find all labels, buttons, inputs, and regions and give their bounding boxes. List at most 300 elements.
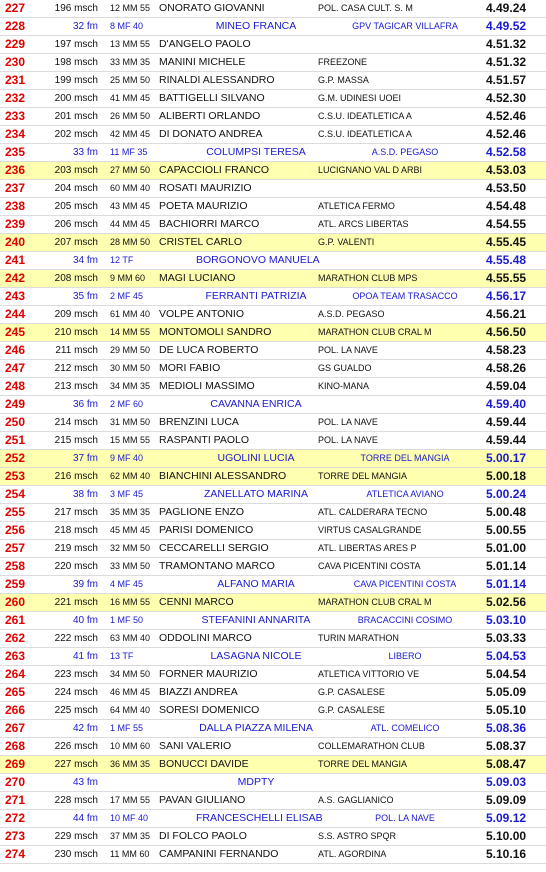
- bib-cell: 214 msch: [54, 417, 98, 428]
- category-cell: 41 MM 45: [110, 93, 151, 103]
- team-cell: POL. LA NAVE: [318, 435, 378, 445]
- athlete-name-cell: RASPANTI PAOLO: [159, 434, 250, 446]
- category-cell: 37 MM 35: [110, 831, 151, 841]
- category-cell: 27 MM 50: [110, 165, 151, 175]
- category-cell: 62 MM 40: [110, 471, 151, 481]
- athlete-name-cell: MAGI LUCIANO: [159, 272, 236, 284]
- table-row: [0, 504, 546, 522]
- position-cell: 246: [5, 343, 26, 357]
- table-row: [0, 756, 546, 774]
- table-row: [0, 738, 546, 756]
- position-cell: 254: [5, 487, 26, 501]
- bib-cell: 225 msch: [54, 705, 98, 716]
- table-row: [0, 720, 546, 738]
- team-cell: A.S.D. PEGASO: [371, 147, 439, 157]
- athlete-name-cell: CAMPANINI FERNANDO: [159, 848, 279, 860]
- position-cell: 256: [5, 523, 26, 537]
- finish-time-cell: 5.00.55: [486, 523, 527, 537]
- team-cell: A.S.D. PEGASO: [318, 309, 385, 319]
- bib-cell: 210 msch: [54, 327, 98, 338]
- bib-cell: 212 msch: [54, 363, 98, 374]
- position-cell: 233: [5, 109, 26, 123]
- bib-cell: 219 msch: [54, 543, 98, 554]
- position-cell: 228: [5, 19, 26, 33]
- bib-cell: 38 fm: [72, 489, 98, 500]
- bib-cell: 43 fm: [72, 777, 98, 788]
- table-row: [0, 162, 546, 180]
- table-row: [0, 288, 546, 306]
- table-row: [0, 216, 546, 234]
- table-row: [0, 36, 546, 54]
- table-row: [0, 630, 546, 648]
- position-cell: 257: [5, 541, 26, 555]
- position-cell: 260: [5, 595, 26, 609]
- table-row: [0, 180, 546, 198]
- finish-time-cell: 5.00.17: [486, 451, 527, 465]
- finish-time-cell: 4.54.55: [486, 217, 527, 231]
- bib-cell: 199 msch: [54, 75, 98, 86]
- athlete-name-cell: CAPACCIOLI FRANCO: [159, 164, 270, 176]
- table-row: [0, 792, 546, 810]
- category-cell: 1 MF 55: [110, 723, 144, 733]
- team-cell: ATLETICA AVIANO: [366, 489, 444, 499]
- team-cell: ATL. COMELICO: [370, 723, 440, 733]
- athlete-name-cell: FERRANTI PATRIZIA: [205, 290, 307, 302]
- category-cell: 2 MF 60: [110, 399, 144, 409]
- athlete-name-cell: D'ANGELO PAOLO: [159, 38, 251, 50]
- position-cell: 239: [5, 217, 26, 231]
- position-cell: 253: [5, 469, 26, 483]
- category-cell: 12 MM 55: [110, 3, 151, 13]
- athlete-name-cell: BRENZINI LUCA: [159, 416, 239, 428]
- position-cell: 264: [5, 667, 26, 681]
- athlete-name-cell: BORGONOVO MANUELA: [196, 254, 320, 266]
- table-row: [0, 432, 546, 450]
- team-cell: G.P. CASALESE: [318, 705, 385, 715]
- category-cell: 44 MM 45: [110, 219, 151, 229]
- position-cell: 248: [5, 379, 26, 393]
- athlete-name-cell: MINEO FRANCA: [215, 20, 297, 32]
- team-cell: TORRE DEL MANGIA: [360, 453, 450, 463]
- athlete-name-cell: CECCARELLI SERGIO: [159, 542, 269, 554]
- team-cell: G.P. CASALESE: [318, 687, 385, 697]
- table-row: [0, 396, 546, 414]
- table-row: [0, 612, 546, 630]
- category-cell: 32 MM 50: [110, 543, 151, 553]
- position-cell: 237: [5, 181, 26, 195]
- table-row: [0, 450, 546, 468]
- position-cell: 267: [5, 721, 26, 735]
- athlete-name-cell: FORNER MAURIZIO: [159, 668, 258, 680]
- bib-cell: 211 msch: [55, 345, 98, 356]
- bib-cell: 220 msch: [54, 561, 98, 572]
- position-cell: 229: [5, 37, 26, 51]
- athlete-name-cell: UGOLINI LUCIA: [217, 452, 295, 464]
- position-cell: 238: [5, 199, 26, 213]
- athlete-name-cell: BACHIORRI MARCO: [159, 218, 260, 230]
- table-row: [0, 306, 546, 324]
- bib-cell: 32 fm: [72, 21, 98, 32]
- category-cell: 8 MF 40: [110, 21, 144, 31]
- position-cell: 252: [5, 451, 26, 465]
- bib-cell: 33 fm: [72, 147, 98, 158]
- position-cell: 274: [5, 847, 26, 861]
- category-cell: 43 MM 45: [110, 201, 151, 211]
- position-cell: 251: [5, 433, 26, 447]
- team-cell: ATL. LIBERTAS ARES P: [318, 543, 417, 553]
- category-cell: 61 MM 40: [110, 309, 151, 319]
- table-row: [0, 108, 546, 126]
- team-cell: [330, 396, 480, 413]
- bib-cell: 222 msch: [54, 633, 98, 644]
- team-cell: C.S.U. IDEATLETICA A: [318, 129, 412, 139]
- category-cell: 3 MF 45: [110, 489, 144, 499]
- category-cell: 10 MM 60: [110, 741, 151, 751]
- athlete-name-cell: POETA MAURIZIO: [159, 200, 248, 212]
- table-row: [0, 198, 546, 216]
- finish-time-cell: 5.04.54: [486, 667, 527, 681]
- category-cell: 64 MM 40: [110, 705, 151, 715]
- position-cell: 269: [5, 757, 26, 771]
- position-cell: 241: [5, 253, 26, 267]
- bib-cell: 42 fm: [72, 723, 98, 734]
- category-cell: 33 MM 50: [110, 561, 151, 571]
- finish-time-cell: 4.51.57: [486, 73, 527, 87]
- team-cell: ATL. CALDERARA TECNO: [318, 507, 428, 517]
- athlete-name-cell: DI FOLCO PAOLO: [159, 830, 247, 842]
- finish-time-cell: 4.56.17: [486, 289, 527, 303]
- finish-time-cell: 5.10.00: [486, 829, 527, 843]
- category-cell: 12 TF: [110, 255, 134, 265]
- category-cell: 11 MM 60: [110, 849, 150, 859]
- team-cell: COLLEMARATHON CLUB: [318, 741, 425, 751]
- table-row: [0, 810, 546, 828]
- bib-cell: 197 msch: [54, 39, 98, 50]
- table-row: [0, 126, 546, 144]
- category-cell: 63 MM 40: [110, 633, 151, 643]
- athlete-name-cell: RINALDI ALESSANDRO: [159, 74, 275, 86]
- category-cell: 16 MM 55: [110, 597, 151, 607]
- category-cell: 33 MM 35: [110, 57, 151, 67]
- team-cell: POL. LA NAVE: [318, 345, 378, 355]
- athlete-name-cell: STEFANINI ANNARITA: [201, 614, 311, 626]
- bib-cell: 213 msch: [54, 381, 98, 392]
- category-cell: 13 TF: [110, 651, 134, 661]
- finish-time-cell: 4.53.03: [486, 163, 527, 177]
- position-cell: 261: [5, 613, 26, 627]
- table-row: [0, 648, 546, 666]
- finish-time-cell: 4.51.32: [486, 37, 527, 51]
- finish-time-cell: 5.03.33: [486, 631, 527, 645]
- finish-time-cell: 5.08.37: [486, 739, 527, 753]
- team-cell: GS GUALDO: [318, 363, 372, 373]
- bib-cell: 203 msch: [54, 165, 98, 176]
- bib-cell: 36 fm: [72, 399, 98, 410]
- bib-cell: 205 msch: [54, 201, 98, 212]
- athlete-name-cell: MEDIOLI MASSIMO: [159, 380, 255, 392]
- finish-time-cell: 5.09.03: [486, 775, 527, 789]
- finish-time-cell: 4.56.50: [486, 325, 527, 339]
- finish-time-cell: 4.51.32: [486, 55, 527, 69]
- team-cell: GPV TAGICAR VILLAFRA: [352, 21, 458, 31]
- position-cell: 245: [5, 325, 26, 339]
- finish-time-cell: 4.49.52: [486, 19, 527, 33]
- team-cell: [318, 180, 478, 197]
- position-cell: 247: [5, 361, 26, 375]
- category-cell: 25 MM 50: [110, 75, 151, 85]
- athlete-name-cell: VOLPE ANTONIO: [159, 308, 244, 320]
- finish-time-cell: 5.10.16: [486, 847, 527, 861]
- finish-time-cell: 5.00.18: [486, 469, 527, 483]
- finish-time-cell: 4.55.48: [486, 253, 527, 267]
- athlete-name-cell: ZANELLATO MARINA: [203, 488, 309, 500]
- athlete-name-cell: COLUMPSI TERESA: [206, 146, 306, 158]
- bib-cell: 227 msch: [54, 759, 98, 770]
- finish-time-cell: 5.02.56: [486, 595, 527, 609]
- athlete-name-cell: PAGLIONE ENZO: [159, 506, 244, 518]
- table-row: [0, 252, 546, 270]
- category-cell: 34 MM 50: [110, 669, 151, 679]
- position-cell: 258: [5, 559, 26, 573]
- category-cell: 36 MM 35: [110, 759, 151, 769]
- finish-time-cell: 4.49.24: [486, 1, 527, 15]
- finish-time-cell: 4.58.26: [486, 361, 527, 375]
- finish-time-cell: 4.52.30: [486, 91, 527, 105]
- team-cell: CAVA PICENTINI COSTA: [353, 579, 457, 589]
- table-row: [0, 18, 546, 36]
- athlete-name-cell: DALLA PIAZZA MILENA: [199, 722, 313, 734]
- finish-time-cell: 4.52.46: [486, 127, 527, 141]
- team-cell: [330, 774, 480, 791]
- bib-cell: 44 fm: [72, 813, 98, 824]
- bib-cell: 221 msch: [54, 597, 98, 608]
- athlete-name-cell: CENNI MARCO: [159, 596, 234, 608]
- team-cell: TORRE DEL MANGIA: [318, 471, 408, 481]
- position-cell: 262: [5, 631, 26, 645]
- athlete-name-cell: DI DONATO ANDREA: [159, 128, 263, 140]
- athlete-name-cell: MONTOMOLI SANDRO: [159, 326, 272, 338]
- athlete-name-cell: BATTIGELLI SILVANO: [159, 92, 265, 104]
- athlete-name-cell: BIAZZI ANDREA: [159, 686, 238, 698]
- team-cell: G.P. MASSA: [318, 75, 369, 85]
- athlete-name-cell: LASAGNA NICOLE: [210, 650, 302, 662]
- position-cell: 272: [5, 811, 26, 825]
- bib-cell: 226 msch: [54, 741, 98, 752]
- bib-cell: 223 msch: [54, 669, 98, 680]
- team-cell: OPOA TEAM TRASACCO: [352, 291, 458, 301]
- finish-time-cell: 5.01.14: [486, 559, 527, 573]
- athlete-name-cell: FRANCESCHELLI ELISAB: [196, 812, 323, 824]
- athlete-name-cell: DE LUCA ROBERTO: [159, 344, 259, 356]
- finish-time-cell: 4.55.45: [486, 235, 527, 249]
- athlete-name-cell: ROSATI MAURIZIO: [159, 182, 252, 194]
- table-row: [0, 774, 546, 792]
- team-cell: A.S. GAGLIANICO: [318, 795, 394, 805]
- team-cell: ATL. ARCS LIBERTAS: [318, 219, 409, 229]
- position-cell: 268: [5, 739, 26, 753]
- position-cell: 243: [5, 289, 26, 303]
- athlete-name-cell: PARISI DOMENICO: [159, 524, 254, 536]
- athlete-name-cell: SANI VALERIO: [159, 740, 232, 752]
- finish-time-cell: 5.05.09: [486, 685, 527, 699]
- category-cell: 9 MM 60: [110, 273, 146, 283]
- table-row: [0, 576, 546, 594]
- team-cell: KINO-MANA: [318, 381, 370, 391]
- category-cell: 42 MM 45: [110, 129, 151, 139]
- category-cell: 17 MM 55: [110, 795, 151, 805]
- category-cell: 13 MM 55: [110, 39, 151, 49]
- category-cell: 15 MM 55: [110, 435, 151, 445]
- finish-time-cell: 5.08.47: [486, 757, 527, 771]
- finish-time-cell: 4.52.58: [486, 145, 527, 159]
- finish-time-cell: 4.58.23: [486, 343, 527, 357]
- position-cell: 235: [5, 145, 26, 159]
- bib-cell: 209 msch: [54, 309, 98, 320]
- table-row: [0, 414, 546, 432]
- team-cell: ATL. AGORDINA: [318, 849, 387, 859]
- position-cell: 265: [5, 685, 26, 699]
- category-cell: 45 MM 45: [110, 525, 151, 535]
- bib-cell: 196 msch: [54, 3, 98, 14]
- athlete-name-cell: ALFANO MARIA: [217, 578, 295, 590]
- bib-cell: 40 fm: [72, 615, 98, 626]
- position-cell: 242: [5, 271, 26, 285]
- team-cell: ATLETICA FERMO: [318, 201, 395, 211]
- finish-time-cell: 4.52.46: [486, 109, 527, 123]
- team-cell: G.P. VALENTI: [318, 237, 375, 247]
- bib-cell: 228 msch: [54, 795, 98, 806]
- team-cell: CAVA PICENTINI COSTA: [318, 561, 421, 571]
- position-cell: 240: [5, 235, 26, 249]
- athlete-name-cell: ALIBERTI ORLANDO: [159, 110, 261, 122]
- finish-time-cell: 4.59.40: [486, 397, 527, 411]
- finish-time-cell: 4.59.04: [486, 379, 527, 393]
- bib-cell: 218 msch: [54, 525, 98, 536]
- position-cell: 234: [5, 127, 26, 141]
- position-cell: 231: [5, 73, 26, 87]
- team-cell: C.S.U. IDEATLETICA A: [318, 111, 412, 121]
- table-row: [0, 378, 546, 396]
- table-row: [0, 702, 546, 720]
- category-cell: 11 MF 35: [110, 147, 148, 157]
- category-cell: 26 MM 50: [110, 111, 151, 121]
- bib-cell: 198 msch: [54, 57, 98, 68]
- athlete-name-cell: CAVANNA ENRICA: [210, 398, 302, 410]
- table-row: [0, 342, 546, 360]
- finish-time-cell: 4.53.50: [486, 181, 527, 195]
- team-cell: MARATHON CLUB CRAL M: [318, 597, 432, 607]
- table-row: [0, 90, 546, 108]
- finish-time-cell: 4.56.21: [486, 307, 527, 321]
- table-row: [0, 324, 546, 342]
- finish-time-cell: 5.09.09: [486, 793, 527, 807]
- bib-cell: 201 msch: [54, 111, 98, 122]
- category-cell: 28 MM 50: [110, 237, 151, 247]
- position-cell: 270: [5, 775, 26, 789]
- finish-time-cell: 5.01.00: [486, 541, 527, 555]
- table-row: [0, 0, 546, 18]
- team-cell: POL. LA NAVE: [318, 417, 378, 427]
- bib-cell: 208 msch: [54, 273, 98, 284]
- bib-cell: 202 msch: [54, 129, 98, 140]
- table-row: [0, 684, 546, 702]
- table-row: [0, 540, 546, 558]
- athlete-name-cell: BIANCHINI ALESSANDRO: [159, 470, 287, 482]
- table-row: [0, 144, 546, 162]
- team-cell: VIRTUS CASALGRANDE: [318, 525, 422, 535]
- position-cell: 263: [5, 649, 26, 663]
- bib-cell: 206 msch: [54, 219, 98, 230]
- bib-cell: 230 msch: [54, 849, 98, 860]
- team-cell: G.M. UDINESI UOEI: [318, 93, 402, 103]
- category-cell: 31 MM 50: [110, 417, 151, 427]
- athlete-name-cell: BONUCCI DAVIDE: [159, 758, 249, 770]
- bib-cell: 204 msch: [54, 183, 98, 194]
- category-cell: 60 MM 40: [110, 183, 151, 193]
- bib-cell: 215 msch: [54, 435, 98, 446]
- category-cell: 35 MM 35: [110, 507, 151, 517]
- team-cell: S.S. ASTRO SPQR: [318, 831, 397, 841]
- bib-cell: 35 fm: [72, 291, 98, 302]
- bib-cell: 37 fm: [72, 453, 98, 464]
- finish-time-cell: 4.59.44: [486, 415, 527, 429]
- position-cell: 230: [5, 55, 26, 69]
- team-cell: POL. CASA CULT. S. M: [318, 3, 413, 13]
- bib-cell: 216 msch: [54, 471, 98, 482]
- finish-time-cell: 4.55.55: [486, 271, 527, 285]
- athlete-name-cell: MDPTY: [237, 776, 275, 788]
- table-row: [0, 846, 546, 864]
- category-cell: 9 MF 40: [110, 453, 144, 463]
- bib-cell: 229 msch: [54, 831, 98, 842]
- table-row: [0, 486, 546, 504]
- bib-cell: 200 msch: [54, 93, 98, 104]
- athlete-name-cell: SORESI DOMENICO: [159, 704, 260, 716]
- position-cell: 259: [5, 577, 26, 591]
- position-cell: 236: [5, 163, 26, 177]
- position-cell: 227: [5, 1, 26, 15]
- team-cell: TORRE DEL MANGIA: [318, 759, 408, 769]
- finish-time-cell: 5.04.53: [486, 649, 527, 663]
- finish-time-cell: 5.00.48: [486, 505, 527, 519]
- athlete-name-cell: PAVAN GIULIANO: [159, 794, 246, 806]
- category-cell: 14 MM 55: [110, 327, 151, 337]
- table-row: [0, 72, 546, 90]
- team-cell: [330, 252, 480, 269]
- finish-time-cell: 5.05.10: [486, 703, 527, 717]
- athlete-name-cell: MANINI MICHELE: [159, 56, 246, 68]
- table-row: [0, 270, 546, 288]
- category-cell: 46 MM 45: [110, 687, 151, 697]
- team-cell: [318, 36, 478, 53]
- finish-time-cell: 4.59.44: [486, 433, 527, 447]
- category-cell: 30 MM 50: [110, 363, 151, 373]
- athlete-name-cell: ONORATO GIOVANNI: [159, 2, 265, 14]
- table-row: [0, 522, 546, 540]
- position-cell: 250: [5, 415, 26, 429]
- finish-time-cell: 5.01.14: [486, 577, 527, 591]
- table-row: [0, 666, 546, 684]
- finish-time-cell: 5.03.10: [486, 613, 527, 627]
- category-cell: 34 MM 35: [110, 381, 151, 391]
- category-cell: 29 MM 50: [110, 345, 151, 355]
- bib-cell: 41 fm: [72, 651, 98, 662]
- bib-cell: 217 msch: [54, 507, 98, 518]
- table-row: [0, 54, 546, 72]
- position-cell: 271: [5, 793, 26, 807]
- bib-cell: 224 msch: [54, 687, 98, 698]
- finish-time-cell: 5.09.12: [486, 811, 527, 825]
